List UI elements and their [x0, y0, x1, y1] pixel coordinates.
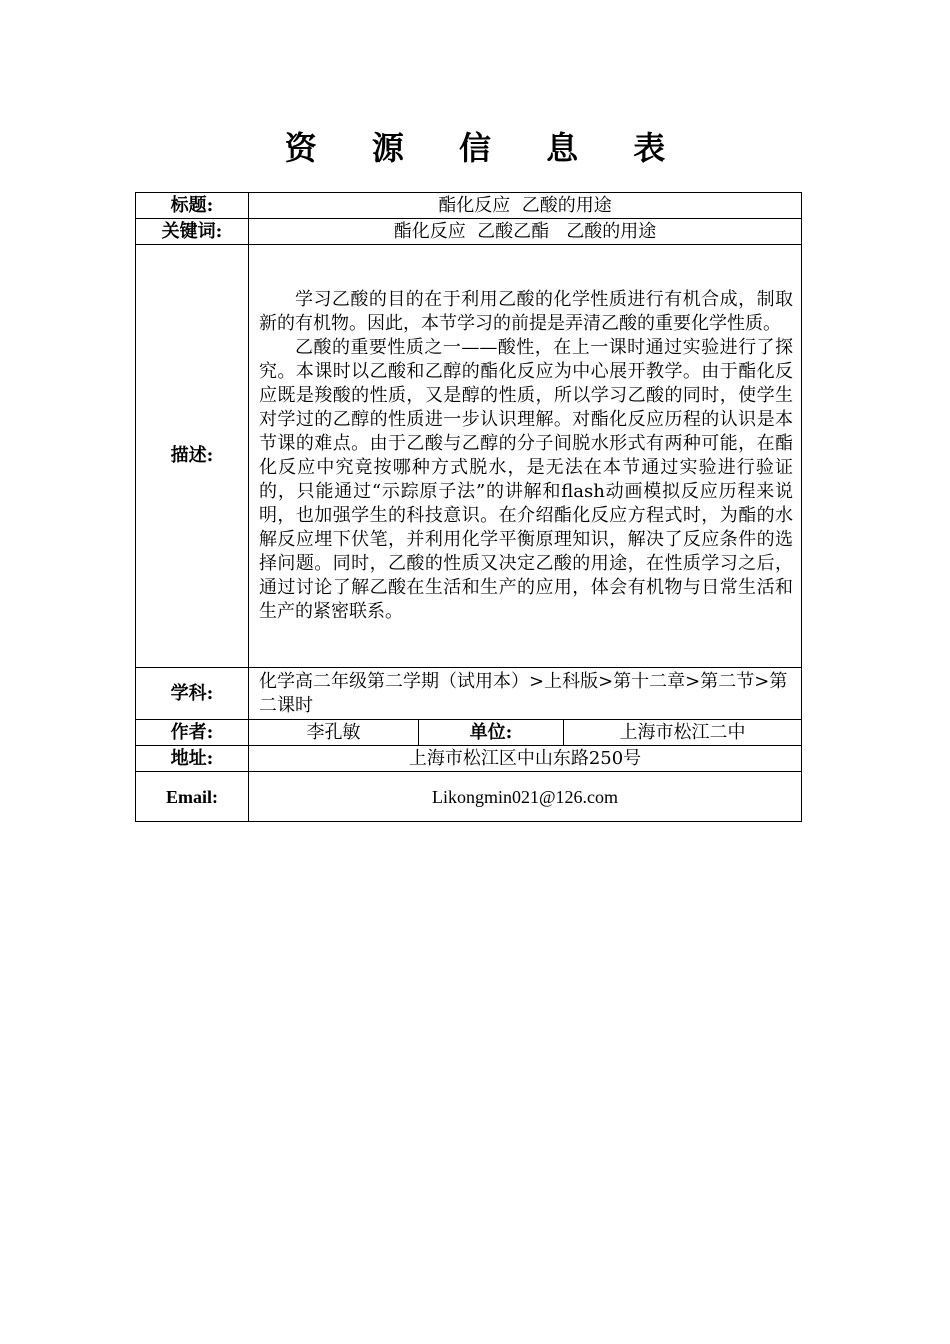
address-row [136, 746, 802, 772]
author-label: 作者: [136, 720, 249, 746]
title-row [136, 193, 802, 219]
description-paragraph: 乙酸的重要性质之一——酸性，在上一课时通过实验进行了探究。本课时以乙酸和乙醇的酯化反应为中心展开教学。由于酯化反应既是羧酸的性质，又是醇的性质，所以学习乙酸的同时，使学生对学过的乙醇的性质进一步认识理解。对酯化反应历程的认识是本节课的难点。由于乙酸与乙醇的分子间脱水形式有两种可能，在酯化反应中究竟按哪种方式脱水，是无法在本节通过实验进行验证的，只能通过“示踪原子法”的讲解和flash动画模拟反应历程来说明，也加强学生的科技意识。在介绍酯化反应方程式时，为酯的水解反应埋下伏笔，并利用化学平衡原理知识，解决了反应条件的选择问题。同时，乙酸的性质又决定乙酸的用途，在性质学习之后，通过讨论了解乙酸在生活和生产的应用，体会有机物与日常生活和生产的紧密联系。 [259, 337, 794, 622]
title-label: 标题: [136, 193, 249, 219]
email-row [136, 772, 802, 822]
title-value: 酯化反应 乙酸的用途 [249, 193, 802, 219]
author-row [136, 720, 802, 746]
email-label: Email: [136, 772, 249, 822]
page-title: 资 源 信 息 表 [284, 129, 688, 167]
email-value: Likongmin021@126.com [249, 772, 802, 822]
unit-label: 单位: [419, 720, 564, 746]
subject-label: 学科: [136, 668, 249, 720]
keywords-label: 关键词: [136, 219, 249, 245]
keywords-row [136, 219, 802, 245]
subject-row [136, 668, 802, 720]
address-label: 地址: [136, 746, 249, 772]
subject-value: 化学高二年级第二学期（试用本）>上科版>第十二章>第二节>第二课时 [249, 668, 802, 720]
keywords-value: 酯化反应 乙酸乙酯 乙酸的用途 [249, 219, 802, 245]
resource-info-table [135, 192, 802, 822]
description-paragraph: 学习乙酸的目的在于利用乙酸的化学性质进行有机合成，制取新的有机物。因此，本节学习的前提是弄清乙酸的重要化学性质。 [259, 289, 794, 334]
description-value [249, 245, 802, 668]
description-row [136, 245, 802, 668]
author-value: 李孔敏 [249, 720, 419, 746]
description-label: 描述: [136, 245, 249, 668]
unit-value: 上海市松江二中 [564, 720, 802, 746]
address-value: 上海市松江区中山东路250号 [249, 746, 802, 772]
